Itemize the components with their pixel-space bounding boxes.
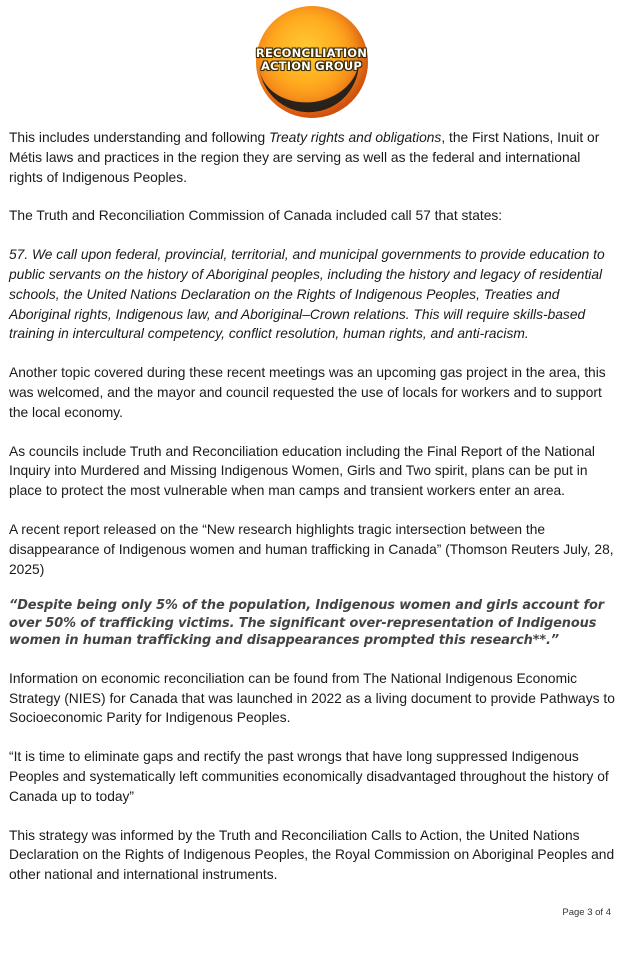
paragraph-recent-report: A recent report released on the “New research highlights tragic intersection between the disappearance of Indigenous women and human trafficking in Canada” (Thomson Reuters July, 28, 2025) bbox=[9, 521, 614, 577]
paragraph-call-57-quote: 57. We call upon federal, provincial, territorial, and municipal governments to provide education to public servants on the history of Aboriginal peoples, including the history and legacy of residential schools, the United Nations Declaration on the Rights of Indigenous Peoples, Treaties and Aboriginal rights, Indigenous law, and Aboriginal–Crown relations. This will require skills-based training in intercultural competency, conflict resolution, human rights, and anti-racism. bbox=[9, 247, 605, 342]
logo-text bbox=[256, 47, 367, 73]
paragraph-gas-project: Another topic covered during these recent meetings was an upcoming gas project in the area, this was welcomed, and the mayor and council requested the use of locals for workers and to support the local economy. bbox=[9, 365, 606, 420]
paragraph-eliminate-gaps-quote: “It is time to eliminate gaps and rectify the past wrongs that have long suppressed Indigenous Peoples and systematically left communities economically disadvantaged throughout the history of Canada up to today” bbox=[9, 749, 609, 804]
document-body bbox=[9, 128, 615, 904]
paragraph-councils-education: As councils include Truth and Reconciliation education including the Final Report of the National Inquiry into Murdered and Missing Indigenous Women, Girls and Two spirit, plans can be put in place to protect the most vulnerable when man camps and transient workers enter an area. bbox=[9, 443, 595, 499]
treaty-rights-emphasis: Treaty rights and obligations bbox=[269, 130, 442, 145]
logo-line-2: ACTION GROUP bbox=[260, 59, 363, 73]
header bbox=[0, 0, 623, 128]
paragraph-treaty-rights: This includes understanding and following Treaty rights and obligations, the First Nations, Inuit or Métis laws and practices in the region they are serving as well as the federal and international rights of Indigenous Peoples. bbox=[9, 130, 600, 185]
logo-line-1: RECONCILIATION bbox=[255, 46, 368, 60]
paragraph-economic-reconciliation: Information on economic reconciliation can be found from The National Indigenous Economic Strategy (NIES) for Canada that was launched in 2022 as a living document to provide Pathways to Socioeconomic Parity for Indigenous Peoples. bbox=[9, 670, 615, 726]
page-number: Page 3 of 4 bbox=[562, 907, 611, 918]
paragraph-strategy-informed: This strategy was informed by the Truth and Reconciliation Calls to Action, the United Nations Declaration on the Rights of Indigenous Peoples, the Royal Commission on Aboriginal Peoples and other national and international instruments. bbox=[9, 827, 615, 883]
paragraph-trc-call-57-intro: The Truth and Reconciliation Commission of Canada included call 57 that states: bbox=[9, 208, 503, 224]
reconciliation-action-group-logo bbox=[256, 6, 368, 118]
paragraph-trafficking-quote: “Despite being only 5% of the population, Indigenous women and girls account for over 50% of trafficking victims. The significant over-representation of Indigenous women in human trafficking and disappearances prompted this research**.” bbox=[9, 598, 604, 649]
